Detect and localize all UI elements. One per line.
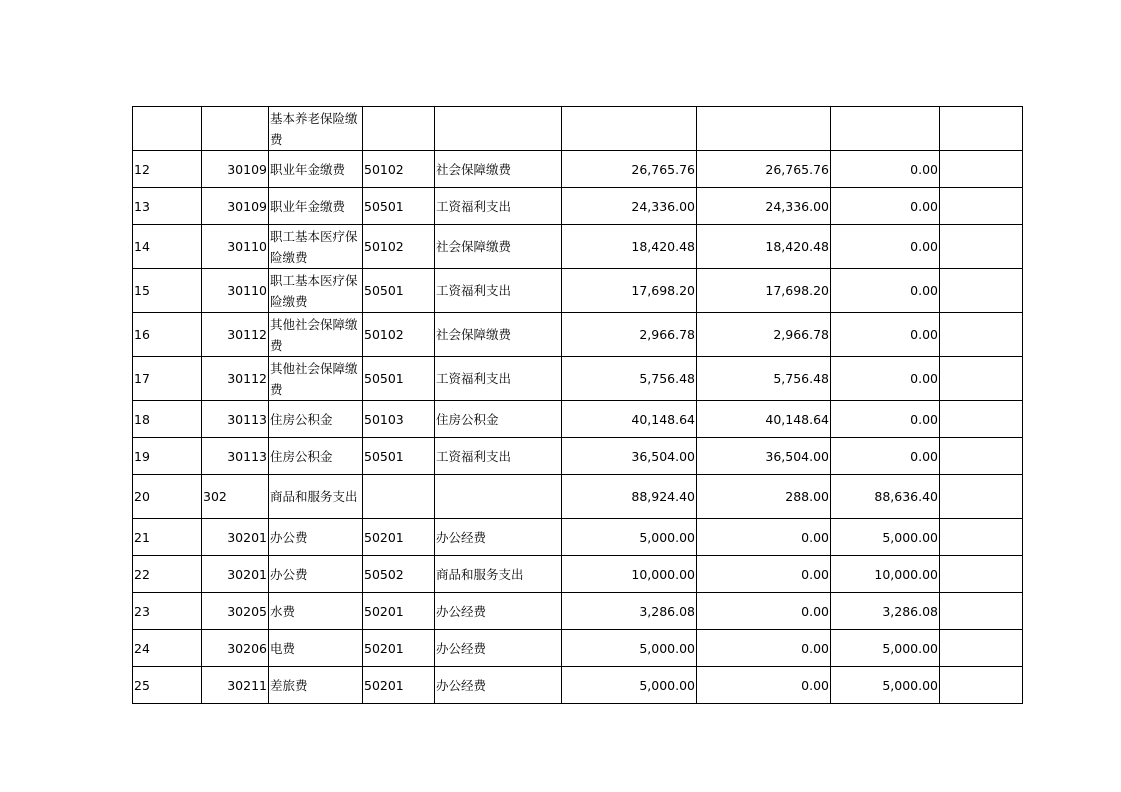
basic-amount-cell: 36,504.00	[697, 438, 831, 475]
item-name-cell: 职工基本医疗保险缴费	[269, 225, 363, 269]
item-name-cell: 办公费	[269, 519, 363, 556]
econ-code-cell: 50502	[363, 556, 435, 593]
basic-amount-cell: 17,698.20	[697, 269, 831, 313]
basic-amount-cell: 2,966.78	[697, 313, 831, 357]
basic-amount-cell: 288.00	[697, 475, 831, 519]
total-amount-cell: 5,000.00	[562, 519, 697, 556]
total-amount-cell: 26,765.76	[562, 151, 697, 188]
table-row	[133, 630, 1023, 667]
econ-code-cell: 50201	[363, 630, 435, 667]
function-code-cell: 302	[202, 475, 269, 519]
econ-name-cell: 社会保障缴费	[435, 225, 562, 269]
econ-code-cell	[363, 475, 435, 519]
total-amount-cell: 5,000.00	[562, 630, 697, 667]
row-number-cell: 20	[133, 475, 202, 519]
row-number-cell: 24	[133, 630, 202, 667]
basic-amount-cell: 0.00	[697, 667, 831, 704]
empty-cell	[940, 151, 1023, 188]
project-amount-cell: 0.00	[831, 225, 940, 269]
table-row	[133, 667, 1023, 704]
row-number-cell: 19	[133, 438, 202, 475]
basic-amount-cell: 40,148.64	[697, 401, 831, 438]
total-amount-cell: 24,336.00	[562, 188, 697, 225]
item-name-cell: 办公费	[269, 556, 363, 593]
econ-name-cell: 社会保障缴费	[435, 151, 562, 188]
row-number-cell: 21	[133, 519, 202, 556]
project-amount-cell: 5,000.00	[831, 519, 940, 556]
empty-cell	[940, 188, 1023, 225]
empty-cell	[940, 313, 1023, 357]
econ-name-cell: 办公经费	[435, 667, 562, 704]
item-name-cell: 住房公积金	[269, 401, 363, 438]
econ-code-cell: 50201	[363, 519, 435, 556]
empty-cell	[940, 107, 1023, 151]
table-row	[133, 313, 1023, 357]
econ-code-cell: 50201	[363, 593, 435, 630]
item-name-cell: 商品和服务支出	[269, 475, 363, 519]
econ-code-cell: 50201	[363, 667, 435, 704]
basic-amount-cell: 0.00	[697, 556, 831, 593]
item-name-cell: 水费	[269, 593, 363, 630]
budget-table	[132, 106, 1023, 704]
project-amount-cell: 5,000.00	[831, 667, 940, 704]
row-number-cell: 13	[133, 188, 202, 225]
basic-amount-cell: 0.00	[697, 519, 831, 556]
table-row	[133, 593, 1023, 630]
row-number-cell: 23	[133, 593, 202, 630]
total-amount-cell: 2,966.78	[562, 313, 697, 357]
item-name-cell: 职业年金缴费	[269, 151, 363, 188]
project-amount-cell: 0.00	[831, 151, 940, 188]
row-number-cell	[133, 107, 202, 151]
row-number-cell: 12	[133, 151, 202, 188]
total-amount-cell: 3,286.08	[562, 593, 697, 630]
table-row	[133, 438, 1023, 475]
econ-name-cell: 工资福利支出	[435, 438, 562, 475]
project-amount-cell: 0.00	[831, 313, 940, 357]
project-amount-cell: 88,636.40	[831, 475, 940, 519]
item-name-cell: 基本养老保险缴费	[269, 107, 363, 151]
function-code-cell: 30112	[202, 357, 269, 401]
row-number-cell: 25	[133, 667, 202, 704]
empty-cell	[940, 401, 1023, 438]
project-amount-cell: 3,286.08	[831, 593, 940, 630]
econ-name-cell: 工资福利支出	[435, 357, 562, 401]
function-code-cell: 30201	[202, 556, 269, 593]
econ-name-cell: 办公经费	[435, 519, 562, 556]
total-amount-cell: 17,698.20	[562, 269, 697, 313]
total-amount-cell: 10,000.00	[562, 556, 697, 593]
empty-cell	[940, 667, 1023, 704]
function-code-cell: 30109	[202, 188, 269, 225]
econ-name-cell: 工资福利支出	[435, 188, 562, 225]
function-code-cell: 30109	[202, 151, 269, 188]
econ-code-cell: 50103	[363, 401, 435, 438]
row-number-cell: 14	[133, 225, 202, 269]
item-name-cell: 差旅费	[269, 667, 363, 704]
item-name-cell: 其他社会保障缴费	[269, 357, 363, 401]
total-amount-cell: 88,924.40	[562, 475, 697, 519]
basic-amount-cell	[697, 107, 831, 151]
econ-code-cell: 50501	[363, 188, 435, 225]
total-amount-cell: 18,420.48	[562, 225, 697, 269]
item-name-cell: 电费	[269, 630, 363, 667]
row-number-cell: 18	[133, 401, 202, 438]
row-number-cell: 16	[133, 313, 202, 357]
total-amount-cell	[562, 107, 697, 151]
total-amount-cell: 40,148.64	[562, 401, 697, 438]
empty-cell	[940, 593, 1023, 630]
project-amount-cell: 0.00	[831, 357, 940, 401]
table-row	[133, 556, 1023, 593]
project-amount-cell: 10,000.00	[831, 556, 940, 593]
function-code-cell: 30110	[202, 225, 269, 269]
empty-cell	[940, 269, 1023, 313]
basic-amount-cell: 5,756.48	[697, 357, 831, 401]
item-name-cell: 职工基本医疗保险缴费	[269, 269, 363, 313]
econ-name-cell: 住房公积金	[435, 401, 562, 438]
econ-name-cell: 商品和服务支出	[435, 556, 562, 593]
empty-cell	[940, 475, 1023, 519]
function-code-cell: 30112	[202, 313, 269, 357]
budget-table-body	[133, 107, 1023, 704]
table-row	[133, 357, 1023, 401]
table-row	[133, 519, 1023, 556]
econ-code-cell	[363, 107, 435, 151]
project-amount-cell	[831, 107, 940, 151]
function-code-cell: 30110	[202, 269, 269, 313]
econ-name-cell: 工资福利支出	[435, 269, 562, 313]
econ-name-cell: 办公经费	[435, 630, 562, 667]
function-code-cell: 30211	[202, 667, 269, 704]
econ-code-cell: 50102	[363, 313, 435, 357]
econ-name-cell	[435, 107, 562, 151]
row-number-cell: 22	[133, 556, 202, 593]
empty-cell	[940, 519, 1023, 556]
function-code-cell: 30205	[202, 593, 269, 630]
table-row	[133, 225, 1023, 269]
table-row	[133, 188, 1023, 225]
empty-cell	[940, 438, 1023, 475]
function-code-cell: 30206	[202, 630, 269, 667]
function-code-cell	[202, 107, 269, 151]
empty-cell	[940, 225, 1023, 269]
empty-cell	[940, 556, 1023, 593]
project-amount-cell: 0.00	[831, 438, 940, 475]
project-amount-cell: 0.00	[831, 401, 940, 438]
item-name-cell: 职业年金缴费	[269, 188, 363, 225]
econ-name-cell: 社会保障缴费	[435, 313, 562, 357]
econ-code-cell: 50102	[363, 225, 435, 269]
econ-code-cell: 50102	[363, 151, 435, 188]
item-name-cell: 住房公积金	[269, 438, 363, 475]
basic-amount-cell: 0.00	[697, 630, 831, 667]
basic-amount-cell: 24,336.00	[697, 188, 831, 225]
row-number-cell: 17	[133, 357, 202, 401]
econ-code-cell: 50501	[363, 438, 435, 475]
table-row	[133, 475, 1023, 519]
empty-cell	[940, 630, 1023, 667]
empty-cell	[940, 357, 1023, 401]
table-row	[133, 401, 1023, 438]
function-code-cell: 30113	[202, 401, 269, 438]
total-amount-cell: 5,756.48	[562, 357, 697, 401]
econ-name-cell: 办公经费	[435, 593, 562, 630]
table-row	[133, 269, 1023, 313]
basic-amount-cell: 0.00	[697, 593, 831, 630]
table-row	[133, 151, 1023, 188]
function-code-cell: 30201	[202, 519, 269, 556]
total-amount-cell: 36,504.00	[562, 438, 697, 475]
project-amount-cell: 0.00	[831, 269, 940, 313]
basic-amount-cell: 26,765.76	[697, 151, 831, 188]
econ-name-cell	[435, 475, 562, 519]
table-row	[133, 107, 1023, 151]
econ-code-cell: 50501	[363, 357, 435, 401]
item-name-cell: 其他社会保障缴费	[269, 313, 363, 357]
total-amount-cell: 5,000.00	[562, 667, 697, 704]
row-number-cell: 15	[133, 269, 202, 313]
function-code-cell: 30113	[202, 438, 269, 475]
project-amount-cell: 5,000.00	[831, 630, 940, 667]
econ-code-cell: 50501	[363, 269, 435, 313]
basic-amount-cell: 18,420.48	[697, 225, 831, 269]
project-amount-cell: 0.00	[831, 188, 940, 225]
